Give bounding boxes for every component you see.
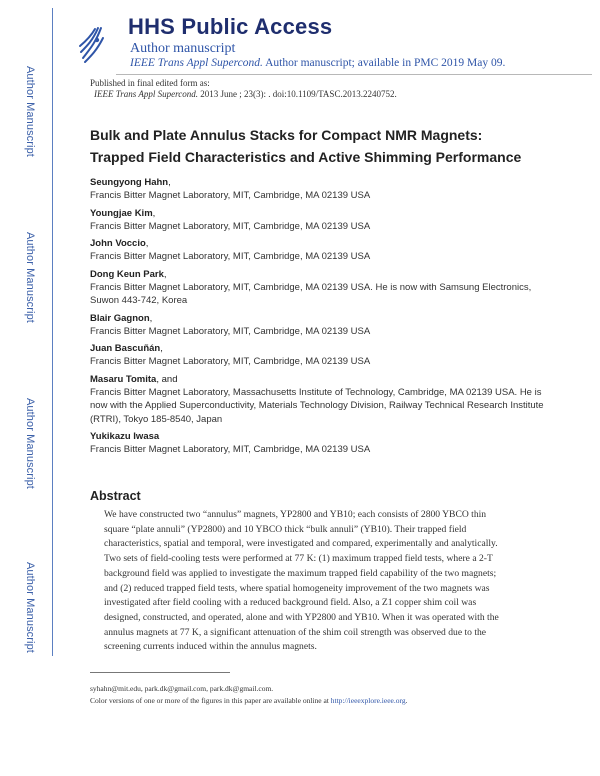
author-name: Juan Bascuñán [90, 343, 161, 354]
author-affiliation: Francis Bitter Magnet Laboratory, MIT, Cambridge, MA 02139 USA [90, 325, 371, 337]
author-separator: , [168, 177, 171, 188]
author-name-line [90, 312, 560, 325]
author-name: John Voccio [90, 238, 146, 249]
author-separator: , [149, 312, 153, 324]
footnote-divider [90, 672, 230, 673]
paper-title [90, 124, 570, 168]
color-note-end: . [405, 696, 408, 705]
author-separator: , [145, 238, 149, 249]
author-separator: , [152, 207, 156, 219]
author-name: Blair Gagnon [90, 312, 150, 324]
side-label-author-manuscript: Author Manuscript [24, 398, 36, 489]
margin-rule [52, 8, 53, 656]
side-label-author-manuscript: Author Manuscript [24, 232, 36, 323]
author-name: Dong Keun Park [90, 268, 164, 280]
journal-name: IEEE Trans Appl Supercond. [130, 57, 263, 69]
author-affiliation: Francis Bitter Magnet Laboratory, MIT, Cambridge, MA 02139 USA [90, 356, 371, 367]
author-entry [90, 176, 560, 203]
author-entry [90, 342, 560, 369]
author-entry [90, 237, 560, 264]
header-subtitle: Author manuscript [130, 41, 236, 56]
author-affiliation: Francis Bitter Magnet Laboratory, MIT, Cambridge, MA 02139 USA [90, 444, 371, 455]
author-separator: , [163, 268, 167, 280]
footnote-emails: syhahn@mit.edu, park.dk@gmail.com, park.dk@gmail.com. [90, 684, 274, 693]
author-affiliation: Francis Bitter Magnet Laboratory, MIT, Cambridge, MA 02139 USA [90, 190, 371, 201]
author-affiliation: Francis Bitter Magnet Laboratory, Massachusetts Institute of Technology, Cambridge, MA 02139 USA. He is now with the Applied Superconductivity, Materials Technology Division, Railway Technical Research Institute (RTRI), Tokyo 185-8540, Japan [90, 386, 544, 425]
author-affiliation: Francis Bitter Magnet Laboratory, MIT, Cambridge, MA 02139 USA [90, 220, 371, 232]
ieee-link[interactable]: http://ieeexplore.ieee.org [330, 696, 406, 705]
paper-title-line-2: Trapped Field Characteristics and Active Shimming Performance [90, 149, 522, 165]
citation-line [94, 89, 397, 99]
author-entry [90, 430, 560, 457]
header-divider [116, 74, 592, 75]
author-name-line [90, 342, 560, 355]
author-name: Seungyong Hahn [90, 177, 169, 188]
author-name-line [90, 268, 560, 281]
header-journal-line [130, 57, 505, 69]
header-title: HHS Public Access [128, 14, 333, 39]
author-name-line [90, 237, 560, 250]
citation-details: 2013 June ; 23(3): . doi:10.1109/TASC.2013.2240752. [198, 89, 397, 99]
footnote-color-note [90, 696, 407, 705]
abstract-body: We have constructed two “annulus” magnets, YP2800 and YB10; each consists of 2800 YBCO thin square “plate annuli” (YP2800) and 10 YBCO thick “bulk annuli” (YB10). Their trapped field characteristics, spatial and temporal, were investigated and compared, experimentally and analytically. Two sets of field-cooling tests were performed at 77 K: (1) maximum trapped field tests, where a 2-T background field was applied to investigate the maximum trapped field capability of the two magnets; and (2) reduced trapped field tests, where spatial homogeneity improvement of the two magnets was investigated after field cooling with a reduced background field. Also, a Z1 copper shim coil was designed, constructed, and operated, alone and with YP2800 and YB10. When it was operated with the annulus magnets at 77 K, a significant attenuation of the shim coil strength was observed due to the screening currents induced within the annulus magnets. [104, 509, 499, 653]
author-entry [90, 207, 560, 234]
citation-journal: IEEE Trans Appl Supercond. [94, 89, 198, 99]
author-affiliation: Francis Bitter Magnet Laboratory, MIT, Cambridge, MA 02139 USA. He is now with Samsung Electronics, Suwon 443-742, Korea [90, 281, 532, 306]
author-name-line [90, 176, 560, 189]
author-entry [90, 268, 560, 308]
author-name: Yukikazu Iwasa [90, 431, 160, 442]
paper-title-line-1: Bulk and Plate Annulus Stacks for Compact NMR Magnets: [90, 127, 483, 143]
author-entry [90, 373, 560, 427]
author-name-line [90, 430, 560, 443]
hhs-eagle-icon [77, 20, 105, 66]
journal-availability: Author manuscript; available in PMC 2019 May 09. [262, 57, 506, 69]
color-note-text: Color versions of one or more of the figures in this paper are available online at [90, 696, 331, 705]
author-name-line [90, 207, 560, 220]
published-note: Published in final edited form as: [90, 78, 210, 88]
author-separator: , and [156, 373, 178, 385]
author-affiliation: Francis Bitter Magnet Laboratory, MIT, Cambridge, MA 02139 USA [90, 251, 371, 262]
side-label-author-manuscript: Author Manuscript [24, 562, 36, 653]
author-separator: , [160, 343, 163, 354]
abstract-heading: Abstract [90, 489, 141, 503]
author-name-line [90, 373, 560, 386]
author-list [90, 176, 560, 461]
author-entry [90, 312, 560, 339]
side-label-author-manuscript: Author Manuscript [24, 66, 36, 157]
author-name: Masaru Tomita [90, 373, 157, 385]
author-name: Youngjae Kim [90, 207, 153, 219]
